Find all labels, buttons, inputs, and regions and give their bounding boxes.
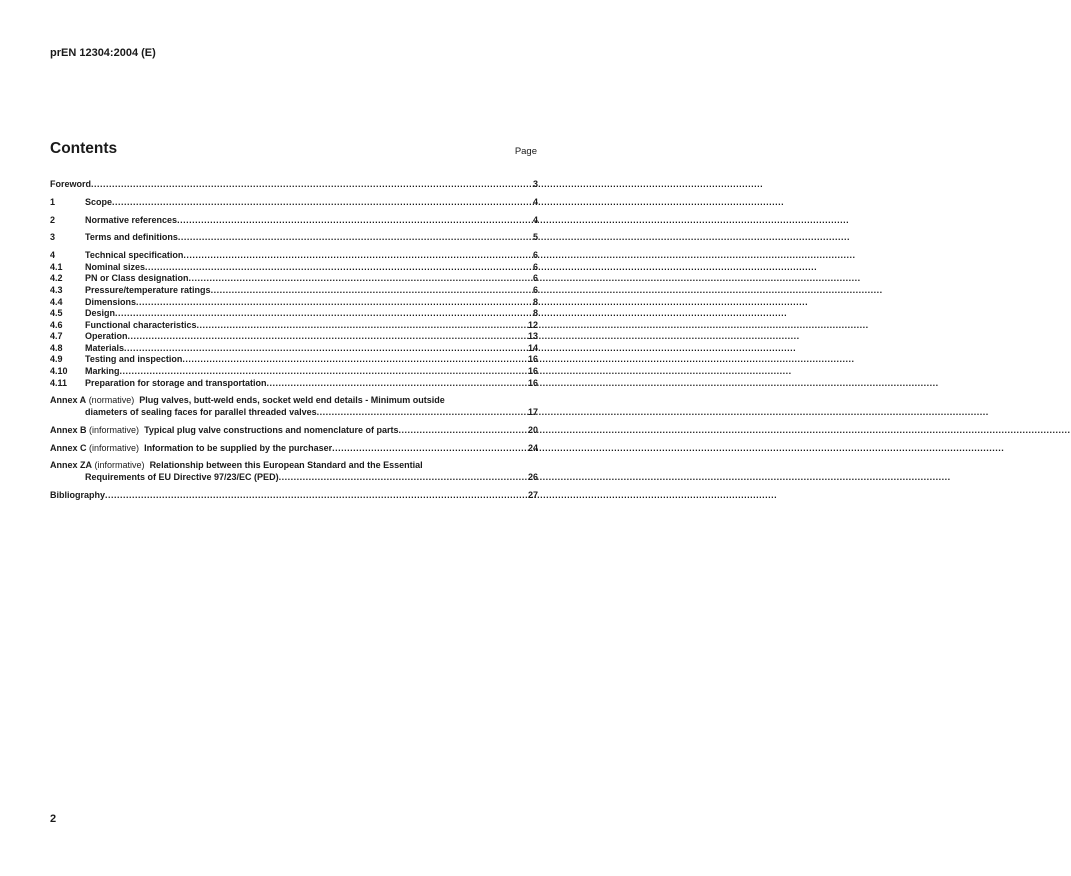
annex-title: Information to be supplied by the purchaser (144, 442, 333, 453)
toc-title: Scope (85, 196, 113, 207)
toc-entry-design[interactable] (50, 308, 538, 320)
annex-type: (informative) (94, 460, 145, 471)
toc-title: Dimensions (85, 296, 137, 307)
leader-dots (178, 232, 533, 244)
toc-entry-bibliography[interactable] (50, 490, 538, 502)
toc-page: 12 (527, 319, 538, 330)
toc-title: Operation (85, 331, 128, 342)
document-id: prEN 12304:2004 (E) (50, 47, 156, 59)
toc-title: Foreword (50, 179, 92, 189)
toc-number: 3 (50, 232, 56, 243)
leader-dots (317, 407, 528, 419)
toc-title: Normative references (85, 214, 178, 225)
leader-dots (105, 490, 528, 502)
toc-number: 1 (50, 196, 56, 207)
toc-entry-terms-definitions[interactable] (50, 232, 538, 244)
toc-number: 4.6 (50, 319, 63, 330)
toc-page: 4 (532, 196, 538, 207)
annex-title: Typical plug valve constructions and nomenclature of parts (144, 424, 399, 435)
toc-page: 6 (532, 273, 538, 284)
toc-page: 16 (527, 366, 538, 377)
leader-dots (183, 250, 533, 262)
toc-title: Preparation for storage and transportation (85, 377, 267, 388)
toc-title: Design (85, 308, 116, 319)
toc-entry-pressure-temperature[interactable] (50, 285, 538, 297)
toc-entry-functional-characteristics[interactable] (50, 320, 538, 332)
toc-number: 2 (50, 214, 56, 225)
toc-title: PN or Class designation (85, 273, 189, 284)
toc-page: 6 (532, 250, 538, 261)
annex-label: Annex A (50, 395, 87, 406)
leader-dots (189, 273, 533, 285)
leader-dots (115, 308, 533, 320)
leader-dots (128, 331, 528, 343)
annex-label: Annex C (50, 442, 87, 453)
toc-title: Technical specification (85, 250, 184, 261)
annex-title-line2: Requirements of EU Directive 97/23/EC (PED) (85, 471, 279, 482)
toc-entry-scope[interactable] (50, 197, 538, 209)
leader-dots (177, 215, 533, 227)
annex-type: (informative) (89, 442, 140, 453)
annex-title-line2: diameters of sealing faces for parallel threaded valves (85, 407, 317, 418)
toc-page: 17 (527, 407, 538, 418)
leader-dots (124, 343, 528, 355)
toc-number: 4.8 (50, 342, 63, 353)
leader-dots (197, 320, 528, 332)
annex-label: Annex ZA (50, 460, 93, 471)
toc-page: 13 (527, 331, 538, 342)
toc-title: Materials (85, 342, 125, 353)
toc-entry-annex-c[interactable] (50, 443, 538, 455)
leader-dots (112, 197, 533, 209)
toc-number: 4.5 (50, 308, 63, 319)
annex-title-line1: Relationship between this European Standard and the Essential (149, 460, 423, 471)
toc-page: 14 (527, 342, 538, 353)
toc-page: 4 (532, 214, 538, 225)
leader-dots (91, 179, 533, 191)
table-of-contents (50, 179, 538, 501)
leader-dots (120, 366, 528, 378)
toc-title: Marking (85, 366, 120, 377)
toc-title: Pressure/temperature ratings (85, 284, 211, 295)
annex-type: (informative) (89, 424, 140, 435)
toc-entry-operation[interactable] (50, 331, 538, 343)
toc-page: 27 (527, 489, 538, 500)
toc-page: 16 (527, 354, 538, 365)
toc-number: 4.1 (50, 261, 63, 272)
toc-number: 4.3 (50, 284, 63, 295)
leader-dots (332, 443, 528, 455)
toc-page: 6 (532, 284, 538, 295)
toc-page: 24 (527, 442, 538, 453)
toc-page: 6 (532, 261, 538, 272)
toc-page: 20 (527, 424, 538, 435)
toc-page: 3 (532, 179, 538, 189)
toc-entry-annex-a[interactable] (50, 395, 538, 418)
toc-number: 4.10 (50, 366, 68, 377)
toc-entry-technical-specification[interactable] (50, 250, 538, 262)
leader-dots (182, 354, 528, 366)
toc-entry-marking[interactable] (50, 366, 538, 378)
toc-number: 4.9 (50, 354, 63, 365)
contents-title: Contents (50, 140, 118, 157)
leader-dots (145, 262, 533, 274)
annex-label: Annex B (50, 424, 87, 435)
toc-entry-annex-za[interactable] (50, 460, 538, 483)
page-column-label: Page (514, 146, 537, 157)
toc-entry-pn-class[interactable] (50, 273, 538, 285)
toc-entry-materials[interactable] (50, 343, 538, 355)
toc-title: Bibliography (50, 489, 106, 500)
toc-title: Nominal sizes (85, 261, 146, 272)
toc-entry-foreword[interactable] (50, 179, 538, 191)
leader-dots (267, 378, 528, 390)
annex-type: (normative) (88, 395, 135, 406)
toc-number: 4.2 (50, 273, 63, 284)
toc-page: 8 (532, 308, 538, 319)
toc-title: Terms and definitions (85, 232, 178, 243)
leader-dots (398, 425, 528, 437)
toc-entry-normative-references[interactable] (50, 215, 538, 227)
toc-entry-annex-b[interactable] (50, 425, 538, 437)
toc-entry-storage-transportation[interactable] (50, 378, 538, 390)
toc-entry-testing-inspection[interactable] (50, 354, 538, 366)
toc-page: 5 (532, 232, 538, 243)
leader-dots (136, 297, 533, 309)
toc-entry-dimensions[interactable] (50, 297, 538, 309)
toc-entry-nominal-sizes[interactable] (50, 262, 538, 274)
page-number: 2 (50, 813, 57, 825)
toc-number: 4.7 (50, 331, 63, 342)
toc-title: Testing and inspection (85, 354, 183, 365)
toc-page: 8 (532, 296, 538, 307)
leader-dots (279, 472, 528, 484)
toc-number: 4.11 (50, 377, 68, 388)
toc-number: 4 (50, 250, 56, 261)
annex-title-line1: Plug valves, butt-weld ends, socket weld end details - Minimum outside (139, 395, 445, 406)
toc-page: 16 (527, 377, 538, 388)
toc-page: 26 (527, 471, 538, 482)
leader-dots (211, 285, 533, 297)
toc-number: 4.4 (50, 296, 63, 307)
toc-title: Functional characteristics (85, 319, 197, 330)
